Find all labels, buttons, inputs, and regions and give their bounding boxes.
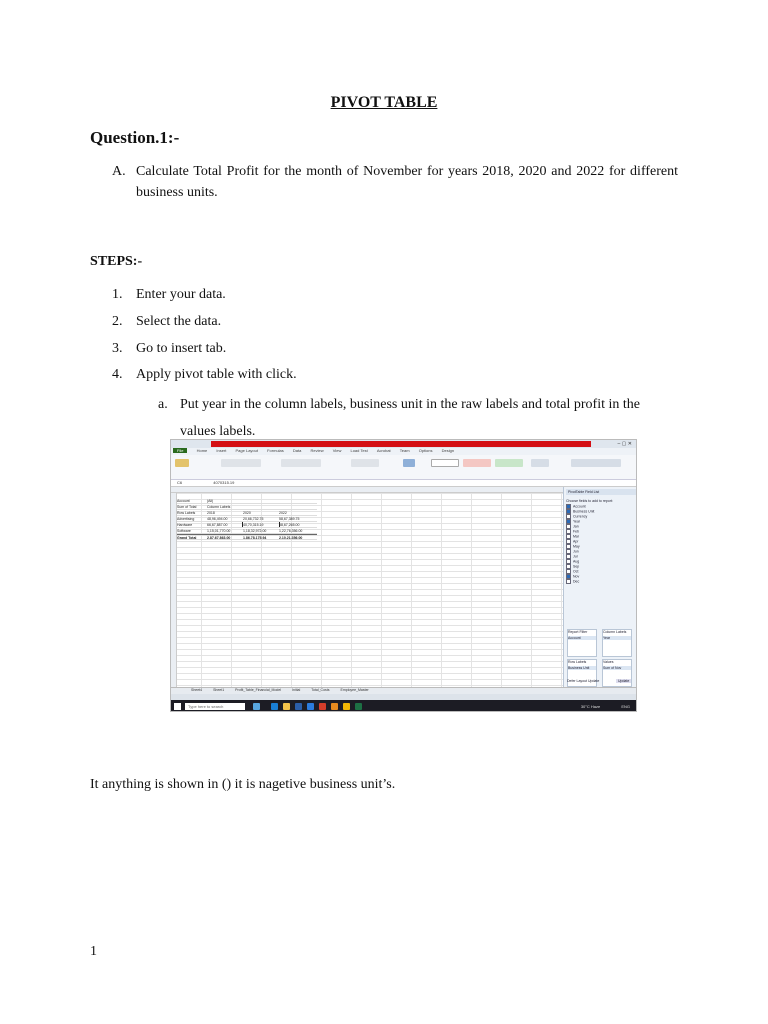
- field-checkbox: Mar: [566, 534, 636, 539]
- table-row: Advertising 48,96,494.00 20,66,732.75 58,67,389.75: [177, 516, 317, 522]
- formula-bar: [171, 480, 636, 487]
- step-item: [112, 341, 226, 357]
- taskbar-search: Type here to search: [185, 703, 245, 710]
- system-tray: [581, 704, 630, 709]
- field-checkbox: Jun: [566, 549, 636, 554]
- step-number: 3.: [112, 341, 123, 356]
- pivot-filter-row: Account (All): [177, 498, 317, 504]
- document-title: PIVOT TABLE: [330, 94, 438, 111]
- area-box: Values Sum of Nov: [602, 659, 632, 687]
- field-list-title: PivotTable Field List: [566, 489, 636, 495]
- step-number: 2.: [112, 314, 123, 329]
- sheet-tab: Profit_Table_Financial_Model: [235, 688, 282, 692]
- field-list-prompt: Choose fields to add to report:: [566, 499, 613, 503]
- field-checkbox: May: [566, 544, 636, 549]
- windows-start-icon: [174, 703, 181, 710]
- task-view-icon: [253, 703, 260, 710]
- note-text: It anything is shown in () it is nagetive business unit’s.: [90, 777, 396, 792]
- ribbon-tab: Options: [418, 448, 433, 453]
- editing-group: [571, 459, 621, 467]
- field-checkbox: Apr: [566, 539, 636, 544]
- font-group: [221, 459, 261, 467]
- field-checkbox: Dec: [566, 579, 636, 584]
- field-checkbox: Account: [566, 504, 636, 509]
- field-checkbox: Sep: [566, 564, 636, 569]
- pivot-table: [177, 498, 317, 540]
- explorer-icon: [283, 703, 290, 710]
- field-checkbox: Oct: [566, 569, 636, 574]
- excel-screenshot: [170, 439, 637, 712]
- sheet-tab: Total_Costs: [311, 688, 330, 692]
- sheet-tab: Sheet4: [191, 688, 203, 692]
- ribbon-toolbar: [171, 455, 636, 480]
- titlebar-highlight: [211, 441, 591, 447]
- question-a: [112, 161, 678, 203]
- substep-label: a.: [158, 397, 168, 412]
- excel-titlebar: [171, 440, 636, 448]
- language-indicator: ENG: [621, 704, 630, 709]
- step-item: [112, 314, 221, 330]
- page-number: 1: [90, 944, 97, 959]
- ribbon-tab: View: [332, 448, 342, 453]
- step-item: [112, 287, 226, 303]
- ribbon-tab: Data: [292, 448, 302, 453]
- style-bad: [463, 459, 491, 467]
- window-controls-icon: – ▢ ✕: [617, 441, 632, 447]
- field-checkbox: Year: [566, 519, 636, 524]
- sheet-tab: Initial: [292, 688, 301, 692]
- field-list: [566, 504, 636, 584]
- powerpoint-icon: [319, 703, 326, 710]
- step-text: Select the data.: [136, 314, 222, 329]
- ribbon-tab: Formulas: [267, 448, 284, 453]
- ribbon-tab: Insert: [216, 448, 227, 453]
- ribbon-tab: File: [173, 448, 187, 453]
- step-number: 1.: [112, 287, 123, 302]
- pivot-header-row: Sum of Total Column Labels: [177, 504, 317, 510]
- area-box: Column Labels Year: [602, 629, 632, 657]
- ribbon-tabs: [171, 448, 636, 455]
- ribbon-tab: Design: [441, 448, 455, 453]
- cells-group: [531, 459, 549, 467]
- field-checkbox: Jul: [566, 554, 636, 559]
- step-text: Enter your data.: [136, 287, 226, 302]
- ribbon-tab: Load Test: [350, 448, 368, 453]
- step-item: [112, 367, 297, 383]
- ribbon-tab: Review: [310, 448, 324, 453]
- field-checkbox: Aug: [566, 559, 636, 564]
- ribbon-tab: Acrobat: [376, 448, 391, 453]
- substep-a: [158, 391, 678, 445]
- paste-icon: [175, 459, 189, 467]
- sheet-tab: Employee_Master: [340, 688, 369, 692]
- edge-icon: [271, 703, 278, 710]
- step-text: Apply pivot table with click.: [136, 367, 297, 382]
- grand-total-row: Grand Total 2,87,67,863.00 1,86,78,175.94 2,10,21,356.00: [177, 534, 317, 540]
- area-box: Row Labels Business Unit: [567, 659, 597, 687]
- update-button: Update: [618, 679, 630, 683]
- sheet-tabs: [171, 687, 636, 694]
- windows-taskbar: [171, 700, 636, 712]
- vscode-icon: [307, 703, 314, 710]
- sheet-tab: Sheet1: [213, 688, 225, 692]
- style-normal: [431, 459, 459, 467]
- ribbon-tab: Team: [399, 448, 410, 453]
- area-box: Report Filter Account: [567, 629, 597, 657]
- field-checkbox: Business Unit: [566, 509, 636, 514]
- ribbon-tab: Home: [196, 448, 208, 453]
- pivot-years-row: Row Labels 2018 2020 2022: [177, 510, 317, 516]
- word-icon: [295, 703, 302, 710]
- firefox-icon: [331, 703, 338, 710]
- step-number: 4.: [112, 367, 123, 382]
- field-checkbox: Jan: [566, 524, 636, 529]
- table-row: Software 1,15,01,770.00 1,18,32,972.00 1,22,76,356.00: [177, 528, 317, 534]
- field-checkbox: Nov: [566, 574, 636, 579]
- formula-value: 4070315.19: [213, 480, 235, 485]
- table-row: Hardware 66,67,887.00 40,70,315.19 58,67,265.00: [177, 522, 317, 528]
- name-box: C6: [177, 480, 183, 485]
- conditional-format-icon: [403, 459, 415, 467]
- ribbon-tab: Page Layout: [235, 448, 258, 453]
- chrome-icon: [343, 703, 350, 710]
- excel-icon: [355, 703, 362, 710]
- field-checkbox: Currency: [566, 514, 636, 519]
- column-headers: [171, 487, 563, 493]
- alignment-group: [281, 459, 321, 467]
- defer-checkbox: Defer Layout Update: [567, 679, 600, 683]
- field-checkbox: Feb: [566, 529, 636, 534]
- substep-text: Put year in the column labels, business unit in the raw labels and total profit in the values labels.: [180, 397, 640, 439]
- step-text: Go to insert tab.: [136, 341, 227, 356]
- number-group: [351, 459, 379, 467]
- style-good: [495, 459, 523, 467]
- weather-text: 30°C Haze: [580, 704, 601, 709]
- question-a-text: Calculate Total Profit for the month of November for years 2018, 2020 and 2022 for different business units.: [136, 164, 678, 200]
- steps-heading: STEPS:-: [90, 254, 143, 269]
- pivot-field-list: [563, 487, 637, 687]
- question-a-label: A.: [112, 164, 126, 179]
- question-heading: Question.1:-: [90, 128, 180, 147]
